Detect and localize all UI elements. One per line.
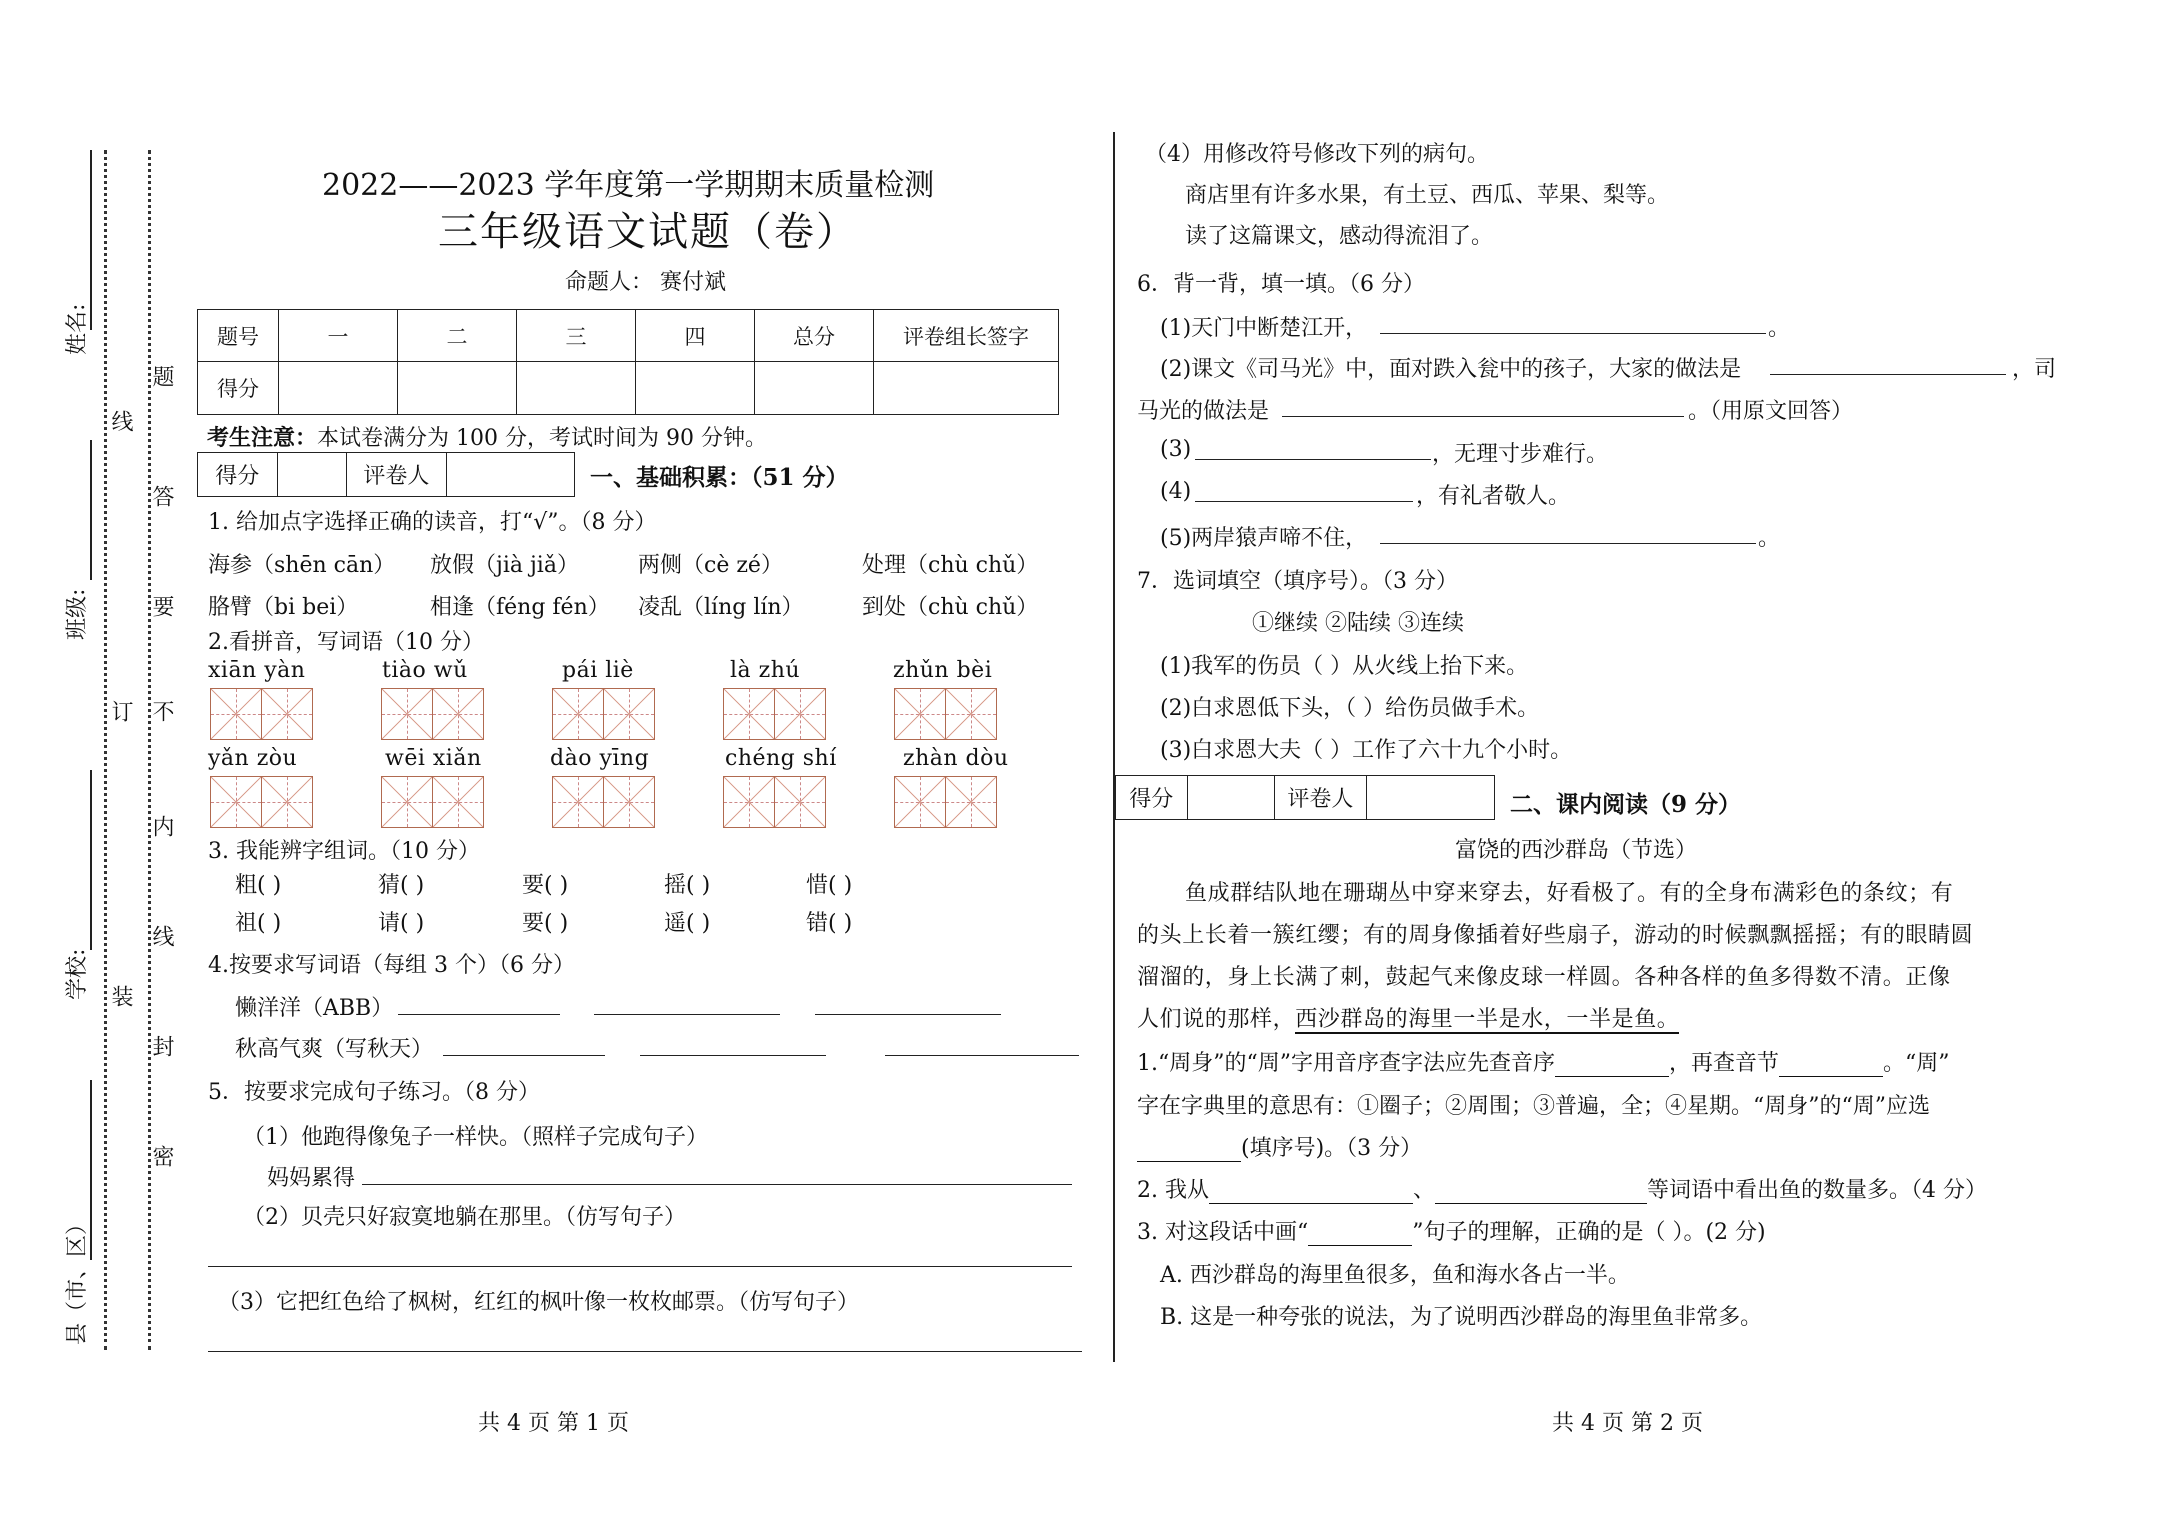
school-fill-line[interactable] <box>90 770 92 950</box>
q1-item: 海参（shēn cān） <box>208 553 396 578</box>
tianzi-grid[interactable] <box>210 776 311 828</box>
q3-title: 3. 我能辨字组词。（10 分） <box>208 839 480 864</box>
q3-item[interactable]: 请( ) <box>378 911 425 936</box>
outer-seal-line <box>104 150 107 1350</box>
exam-subtitle: 三年级语文试题（卷） <box>438 209 858 255</box>
pinyin-label: zhàn dòu <box>903 746 1009 771</box>
inner-seal-line <box>148 150 151 1350</box>
pinyin-label: zhǔn bèi <box>893 658 993 683</box>
notice-label: 考生注意： <box>207 425 318 451</box>
q7-l1[interactable]: (1)我军的伤员（ ）从火线上抬下来。 <box>1160 654 1529 679</box>
s2-q2 <box>1137 1173 1987 1204</box>
pinyin-label: wēi xiǎn <box>385 746 482 771</box>
score-header-cell: 二 <box>398 310 517 362</box>
underlined-sentence: 西沙群岛的海里一半是水，一半是鱼。 <box>1295 1007 1680 1032</box>
notice <box>207 421 767 452</box>
seal-word-bu: 不 <box>149 700 174 722</box>
score-header-cell: 一 <box>279 310 398 362</box>
s2-q2-text: 、 <box>1412 1178 1435 1203</box>
passage-title: 富饶的西沙群岛（节选） <box>1455 838 1698 863</box>
exam-author: 命题人： 赛付斌 <box>565 270 726 295</box>
q5-s1: （1）他跑得像兔子一样快。（照样子完成句子） <box>243 1125 708 1150</box>
q1-item: 相逢（féng fén） <box>430 595 610 620</box>
passage-line: 鱼成群结队地在珊瑚丛中穿来穿去，好看极了。有的全身布满彩色的条纹；有 <box>1185 881 1954 906</box>
seal-word-feng: 封 <box>149 1035 174 1057</box>
q6-l4: ，有礼者敬人。 <box>1416 484 1571 509</box>
score-cell[interactable] <box>874 362 1059 415</box>
q6-l3: ，无理寸步难行。 <box>1432 442 1609 467</box>
s2-option-b: B. 这是一种夸张的说法，为了说明西沙群岛的海里鱼非常多。 <box>1160 1305 1763 1330</box>
passage-line: 的头上长着一簇红缨；有的周身像插着好些扇子，游动的时候飘飘摇摇；有的眼睛圆 <box>1137 923 1974 948</box>
score-header-cell: 总分 <box>755 310 874 362</box>
seal-word-yao: 要 <box>149 595 174 617</box>
footer-page-left: 共 4 页 第 1 页 <box>478 1411 629 1436</box>
notice-text: 本试卷满分为 100 分，考试时间为 90 分钟。 <box>317 426 767 451</box>
q7-options: ①继续 ②陆续 ③连续 <box>1252 611 1464 636</box>
q6-p3: (3) <box>1160 437 1192 462</box>
grader-box-2 <box>1115 775 1495 820</box>
answer-line[interactable] <box>594 1014 780 1015</box>
seal-word-nei: 内 <box>149 815 174 837</box>
class-label: 班级: <box>65 588 90 640</box>
seal-word-ti: 题 <box>149 365 174 387</box>
seal-word-mi: 密 <box>149 1145 174 1167</box>
grader-box-1 <box>197 452 575 497</box>
s2-q1-text: 。“周” <box>1883 1051 1950 1076</box>
s2-q1-text: ，再查音节 <box>1668 1051 1779 1076</box>
name-label: 姓名: <box>65 303 90 355</box>
county-label: 县（市、区） <box>65 1212 90 1345</box>
s2-q1-tail <box>1137 1131 1422 1162</box>
s2-q3-text: 3. 对这段话中画“ <box>1137 1220 1309 1245</box>
score-cell[interactable] <box>517 362 636 415</box>
score-cell[interactable] <box>755 362 874 415</box>
q5-s1-answer: 妈妈累得 <box>267 1166 356 1191</box>
seal-word-zhuang: 装 <box>108 985 133 1007</box>
q3-item[interactable]: 猜( ) <box>378 873 425 898</box>
grader-name-label: 评卷人 <box>1275 776 1367 819</box>
answer-line[interactable] <box>362 1184 1072 1185</box>
q3-item[interactable]: 摇( ) <box>664 873 711 898</box>
q4-title: 4.按要求写词语（每组 3 个）（6 分） <box>208 953 575 978</box>
tianzi-grid[interactable] <box>894 776 995 828</box>
pinyin-label: dào yīng <box>550 746 650 771</box>
tianzi-grid[interactable] <box>723 776 824 828</box>
pinyin-label: pái liè <box>562 658 634 683</box>
q6-l2b: 马光的做法是 <box>1137 399 1270 424</box>
q3-item[interactable]: 祖( ) <box>235 911 282 936</box>
q3-item[interactable]: 错( ) <box>806 911 853 936</box>
q1-item: 胳臂（bi bei） <box>208 595 359 620</box>
score-row-label: 得分 <box>198 362 279 415</box>
q7-title: 7．选词填空（填序号）。（3 分） <box>1137 569 1458 594</box>
seal-word-xian2: 线 <box>149 925 174 947</box>
passage-line: 溜溜的，身上长满了刺，鼓起气来像皮球一样圆。各种各样的鱼多得数不清。正像 <box>1137 965 1951 990</box>
tianzi-grid[interactable] <box>723 688 824 740</box>
q7-l3[interactable]: (3)白求恩大夫（ ）工作了六十九个小时。 <box>1160 738 1573 763</box>
answer-blank[interactable] <box>1209 1178 1413 1204</box>
class-fill-line[interactable] <box>90 440 92 580</box>
q3-item[interactable]: 惜( ) <box>806 873 853 898</box>
score-header-cell: 三 <box>517 310 636 362</box>
q5-s4: （4）用修改符号修改下列的病句。 <box>1145 142 1489 167</box>
pinyin-label: yǎn zòu <box>208 746 298 771</box>
q1-item: 两侧（cè zé） <box>638 553 783 578</box>
exam-title: 2022——2023 学年度第一学期期末质量检测 <box>322 168 935 203</box>
q2-title: 2.看拼音，写词语（10 分） <box>208 630 484 655</box>
answer-line[interactable] <box>1380 333 1766 334</box>
answer-blank[interactable] <box>1555 1051 1669 1077</box>
s2-q2-text: 等词语中看出鱼的数量多。（4 分） <box>1647 1178 1987 1203</box>
q3-item[interactable]: 要( ) <box>522 873 569 898</box>
score-header-cell: 四 <box>636 310 755 362</box>
q1-item: 到处（chù chǔ） <box>862 595 1039 620</box>
q3-item[interactable]: 粗( ) <box>235 873 282 898</box>
s2-q1-text: (填序号)。（3 分） <box>1241 1136 1423 1161</box>
tianzi-grid[interactable] <box>894 688 995 740</box>
seal-word-ding: 订 <box>108 700 133 722</box>
grader-score-cell[interactable] <box>1188 776 1276 819</box>
answer-line[interactable] <box>640 1055 826 1056</box>
answer-blank[interactable] <box>1779 1051 1883 1077</box>
q5-s2: （2）贝壳只好寂寞地躺在那里。（仿写句子） <box>243 1205 686 1230</box>
s2-q3-text: ”句子的理解，正确的是（ ）。(2 分) <box>1412 1220 1766 1245</box>
answer-line[interactable] <box>208 1266 1072 1267</box>
tianzi-grid[interactable] <box>552 776 653 828</box>
tianzi-grid[interactable] <box>210 688 311 740</box>
score-cell[interactable] <box>279 362 398 415</box>
seal-word-da: 答 <box>149 485 174 507</box>
q5-title: 5．按要求完成句子练习。（8 分） <box>208 1080 540 1105</box>
q1-item: 放假（jià jiǎ） <box>430 553 579 578</box>
answer-blank[interactable] <box>1435 1178 1647 1204</box>
q5-s4a: 商店里有许多水果，有土豆、西瓜、苹果、梨等。 <box>1185 183 1670 208</box>
footer-page-right: 共 4 页 第 2 页 <box>1552 1411 1703 1436</box>
answer-line[interactable] <box>443 1055 605 1056</box>
q4-line2: 秋高气爽（写秋天） <box>235 1037 434 1062</box>
q4-line1: 懒洋洋（ABB） <box>235 996 394 1021</box>
score-header-cell: 评卷组长签字 <box>874 310 1059 362</box>
q3-item[interactable]: 要( ) <box>522 911 569 936</box>
score-table <box>197 309 1059 415</box>
q3-item[interactable]: 遥( ) <box>664 911 711 936</box>
q6-p4: (4) <box>1160 479 1192 504</box>
pinyin-label: là zhú <box>730 658 801 683</box>
s2-q1-text: 1.“周身”的“周”字用音序查字法应先查音序 <box>1137 1051 1555 1076</box>
pinyin-label: xiān yàn <box>208 658 306 683</box>
passage-text: 人们说的那样， <box>1137 1007 1296 1032</box>
q1-item: 处理（chù chǔ） <box>862 553 1039 578</box>
q6-period: 。 <box>1758 526 1781 551</box>
tianzi-grid[interactable] <box>381 776 482 828</box>
q1-item: 凌乱（líng lín） <box>638 595 804 620</box>
score-cell[interactable] <box>398 362 517 415</box>
answer-line[interactable] <box>885 1055 1079 1056</box>
q6-l2c: 。（用原文回答） <box>1688 399 1854 424</box>
grader-score-cell[interactable] <box>278 453 348 496</box>
name-fill-line[interactable] <box>90 150 92 330</box>
s2-q1 <box>1137 1046 1950 1077</box>
q5-s3: （3）它把红色给了枫树，红红的枫叶像一枚枚邮票。（仿写句子） <box>218 1290 859 1315</box>
answer-line[interactable] <box>1195 459 1431 460</box>
section2-title: 二、课内阅读（9 分） <box>1510 791 1742 818</box>
q1-title: 1. 给加点字选择正确的读音，打“√”。（8 分） <box>208 510 657 535</box>
answer-line[interactable] <box>208 1351 1082 1352</box>
answer-line[interactable] <box>398 1014 560 1015</box>
school-label: 学校: <box>65 948 90 1000</box>
grader-name-cell[interactable] <box>447 453 574 496</box>
section1-title: 一、基础积累：（51 分） <box>590 464 849 491</box>
grader-name-cell[interactable] <box>1367 776 1494 819</box>
answer-line[interactable] <box>815 1014 1001 1015</box>
seal-word-xian: 线 <box>108 410 133 432</box>
q6-l1: (1)天门中断楚江开， <box>1160 316 1368 341</box>
pinyin-label: chéng shí <box>725 746 837 771</box>
answer-blank[interactable] <box>1308 1220 1412 1246</box>
tianzi-grid[interactable] <box>381 688 482 740</box>
q6-l5: (5)两岸猿声啼不住， <box>1160 526 1368 551</box>
q7-l2[interactable]: (2)白求恩低下头，（ ）给伤员做手术。 <box>1160 696 1540 721</box>
grader-score-label: 得分 <box>1116 776 1188 819</box>
s2-q3 <box>1137 1215 1766 1246</box>
q6-title: 6．背一背，填一填。（6 分） <box>1137 272 1425 297</box>
answer-blank[interactable] <box>1137 1136 1241 1162</box>
page-divider <box>1113 132 1115 1362</box>
answer-line[interactable] <box>1770 374 2006 375</box>
q6-l2a: (2)课文《司马光》中，面对跌入瓮中的孩子，大家的做法是 <box>1160 357 1742 382</box>
s2-q2-text: 2. 我从 <box>1137 1178 1209 1203</box>
answer-line[interactable] <box>1380 543 1756 544</box>
s2-q1-meanings: 字在字典里的意思有：①圈子；②周围；③普遍，全；④星期。“周身”的“周”应选 <box>1137 1094 1930 1119</box>
q5-s4b: 读了这篇课文，感动得流泪了。 <box>1185 224 1494 249</box>
q6-period: 。 <box>1768 316 1791 341</box>
tianzi-grid[interactable] <box>552 688 653 740</box>
s2-option-a: A. 西沙群岛的海里鱼很多，鱼和海水各占一半。 <box>1160 1263 1630 1288</box>
county-fill-line[interactable] <box>90 1080 92 1260</box>
pinyin-label: tiào wǔ <box>382 658 468 683</box>
answer-line[interactable] <box>1195 501 1413 502</box>
q6-l2-suffix: ，司 <box>2012 357 2057 382</box>
passage-line <box>1137 1002 1679 1033</box>
grader-score-label: 得分 <box>198 453 278 496</box>
answer-line[interactable] <box>1282 416 1684 417</box>
score-header-cell: 题号 <box>198 310 279 362</box>
grader-name-label: 评卷人 <box>347 453 446 496</box>
score-cell[interactable] <box>636 362 755 415</box>
